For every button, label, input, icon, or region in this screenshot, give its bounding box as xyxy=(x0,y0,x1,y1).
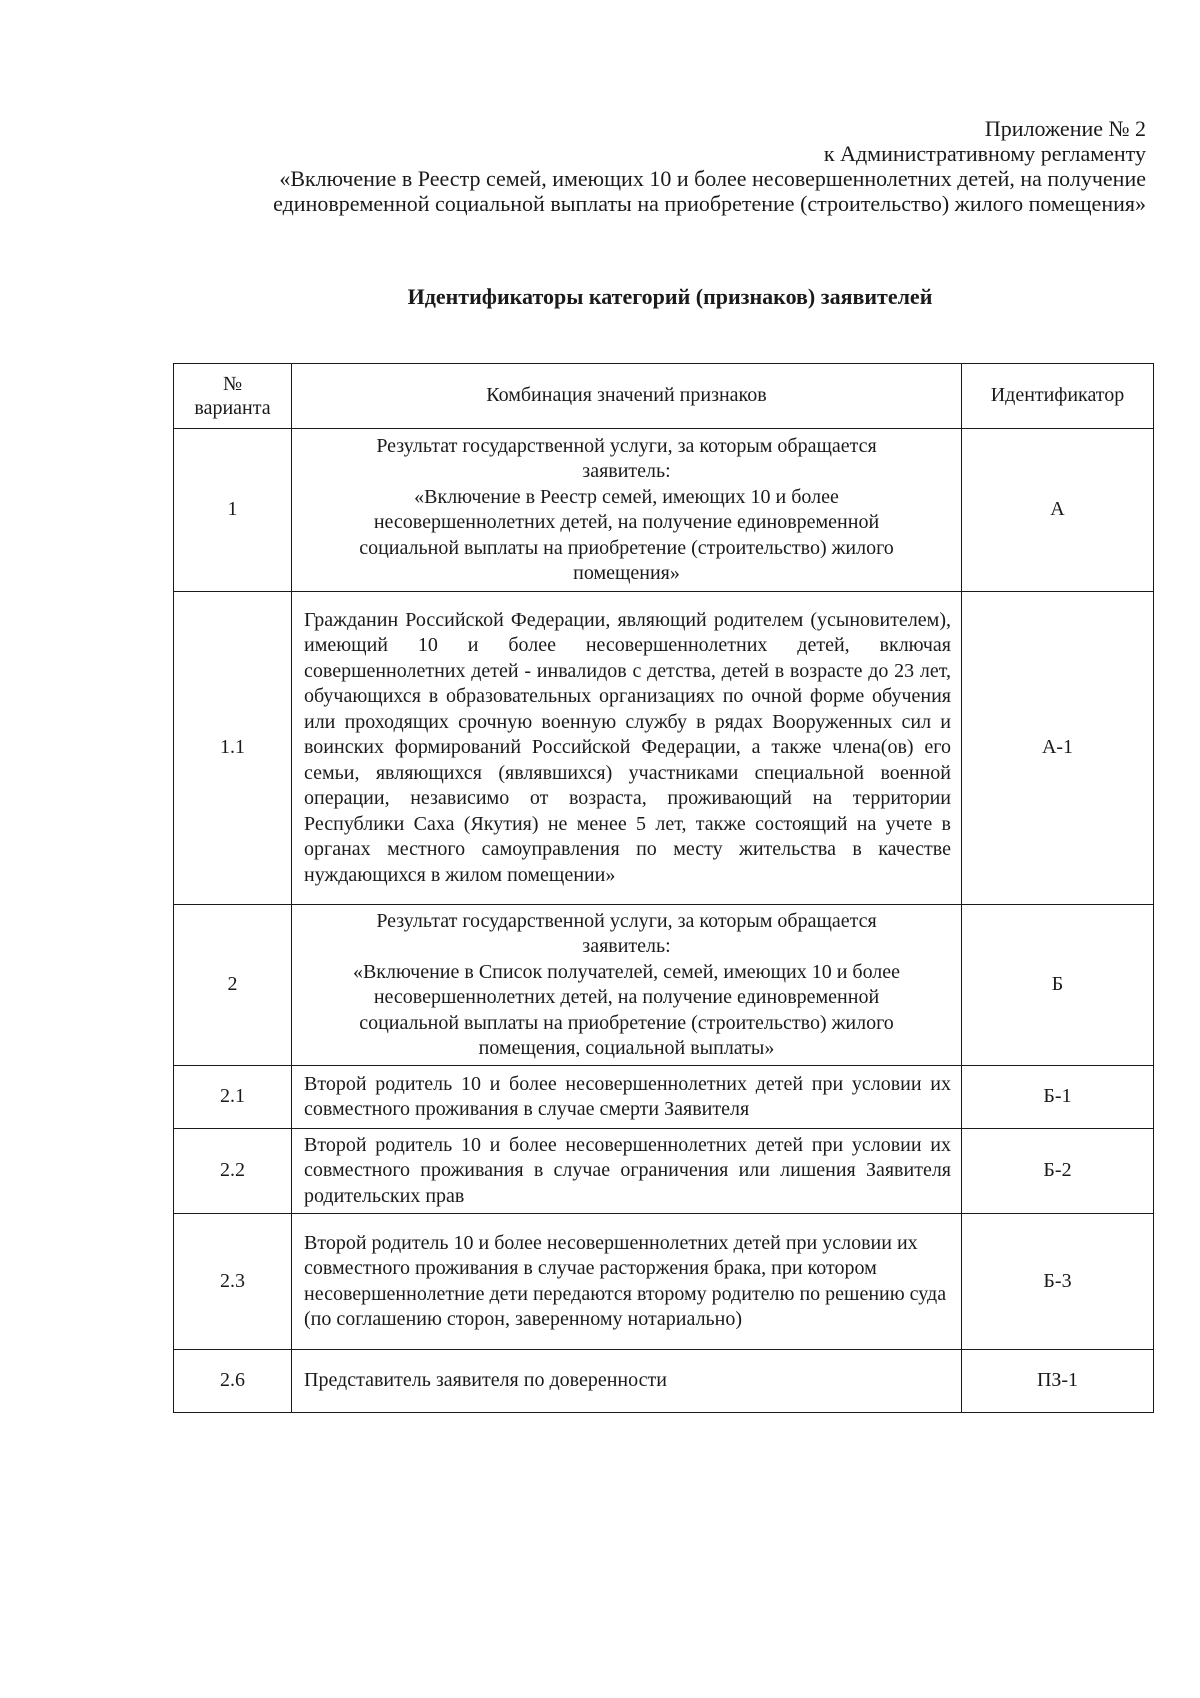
combination-line: заявитель: xyxy=(582,935,671,957)
combination-line: «Включение в Реестр семей, имеющих 10 и более xyxy=(414,485,839,508)
combination-cell: Второй родитель 10 и более несовершеннолетних детей при условии их совместного проживания в случае ограничения или лишения Заявителя родительских прав xyxy=(292,1129,962,1214)
document-title: Идентификаторы категорий (признаков) заявителей xyxy=(407,284,933,309)
identifier-cell: ПЗ-1 xyxy=(962,1350,1154,1413)
combination-line: социальной выплаты на приобретение (строительство) жилого xyxy=(359,1011,894,1034)
variant-number: 2 xyxy=(174,905,292,1066)
regulation-name-line-1: «Включение в Реестр семей, имеющих 10 и более несовершеннолетних детей, на получение xyxy=(279,166,1146,191)
combination-cell: Второй родитель 10 и более несовершеннолетних детей при условии их совместного проживания в случае расторжения брака, при котором несовершеннолетние дети передаются второму родителю по решению суда (по соглашению сторон, заверенному нотариально) xyxy=(292,1214,962,1350)
combination-cell xyxy=(292,429,962,592)
identifier-cell: А xyxy=(962,429,1154,592)
combination-cell: Второй родитель 10 и более несовершеннолетних детей при условии их совместного проживания в случае смерти Заявителя xyxy=(292,1066,962,1129)
combination-line: несовершеннолетних детей, на получение единовременной xyxy=(373,511,880,533)
header-num-label: варианта xyxy=(194,397,271,419)
table-row xyxy=(174,905,1154,1066)
variant-number: 2.3 xyxy=(174,1214,292,1350)
table-row xyxy=(174,1066,1154,1129)
combination-line: помещения» xyxy=(573,562,680,584)
identifier-cell: Б-1 xyxy=(962,1066,1154,1129)
header-num-sign: № xyxy=(222,373,243,395)
variant-number: 2.2 xyxy=(174,1129,292,1214)
table-row xyxy=(174,1129,1154,1214)
combination-line: Результат государственной услуги, за которым обращается xyxy=(376,909,877,932)
header-identifier: Идентификатор xyxy=(962,364,1154,429)
combination-line: несовершеннолетних детей, на получение единовременной xyxy=(373,986,880,1008)
combination-line: заявитель: xyxy=(582,460,671,482)
table-row xyxy=(174,592,1154,905)
table-row xyxy=(174,429,1154,592)
combination-cell: Гражданин Российской Федерации, являющий родителем (усыновителем), имеющий 10 и более несовершеннолетних детей, включая совершеннолетних детей - инвалидов с детства, детей в возрасте до 23 лет, обучающихся в образовательных организациях по очной форме обучения или проходящих срочную военную службу в рядах Вооруженных сил и воинских формирований Российской Федерации, а также члена(ов) его семьи, являющихся (являвшихся) участниками специальной военной операции, независимо от возраста, проживающий на территории Республики Саха (Якутия) не менее 5 лет, также состоящий на учете в органах местного самоуправления по месту жительства в качестве нуждающихся в жилом помещении» xyxy=(292,592,962,905)
combination-line: Результат государственной услуги, за которым обращается xyxy=(376,434,877,457)
identifier-cell: Б-2 xyxy=(962,1129,1154,1214)
variant-number: 1.1 xyxy=(174,592,292,905)
identifiers-table xyxy=(173,363,1154,1413)
identifier-cell: Б-3 xyxy=(962,1214,1154,1350)
table-row xyxy=(174,1350,1154,1413)
header-combination: Комбинация значений признаков xyxy=(292,364,962,429)
combination-cell: Представитель заявителя по доверенности xyxy=(292,1350,962,1413)
header-variant-number xyxy=(174,364,292,429)
variant-number: 2.6 xyxy=(174,1350,292,1413)
appendix-reference: к Административному регламенту xyxy=(823,141,1146,166)
identifier-cell: А-1 xyxy=(962,592,1154,905)
combination-cell xyxy=(292,905,962,1066)
table-row xyxy=(174,1214,1154,1350)
combination-line: «Включение в Список получателей, семей, имеющих 10 и более xyxy=(352,960,901,983)
variant-number: 1 xyxy=(174,429,292,592)
variant-number: 2.1 xyxy=(174,1066,292,1129)
combination-line: социальной выплаты на приобретение (строительство) жилого xyxy=(359,536,894,559)
table-header-row xyxy=(174,364,1154,429)
appendix-header xyxy=(150,116,1146,216)
combination-line: помещения, социальной выплаты» xyxy=(478,1037,775,1059)
appendix-number: Приложение № 2 xyxy=(984,116,1146,141)
regulation-name-line-2: единовременной социальной выплаты на приобретение (строительство) жилого помещения» xyxy=(273,191,1146,216)
identifier-cell: Б xyxy=(962,905,1154,1066)
